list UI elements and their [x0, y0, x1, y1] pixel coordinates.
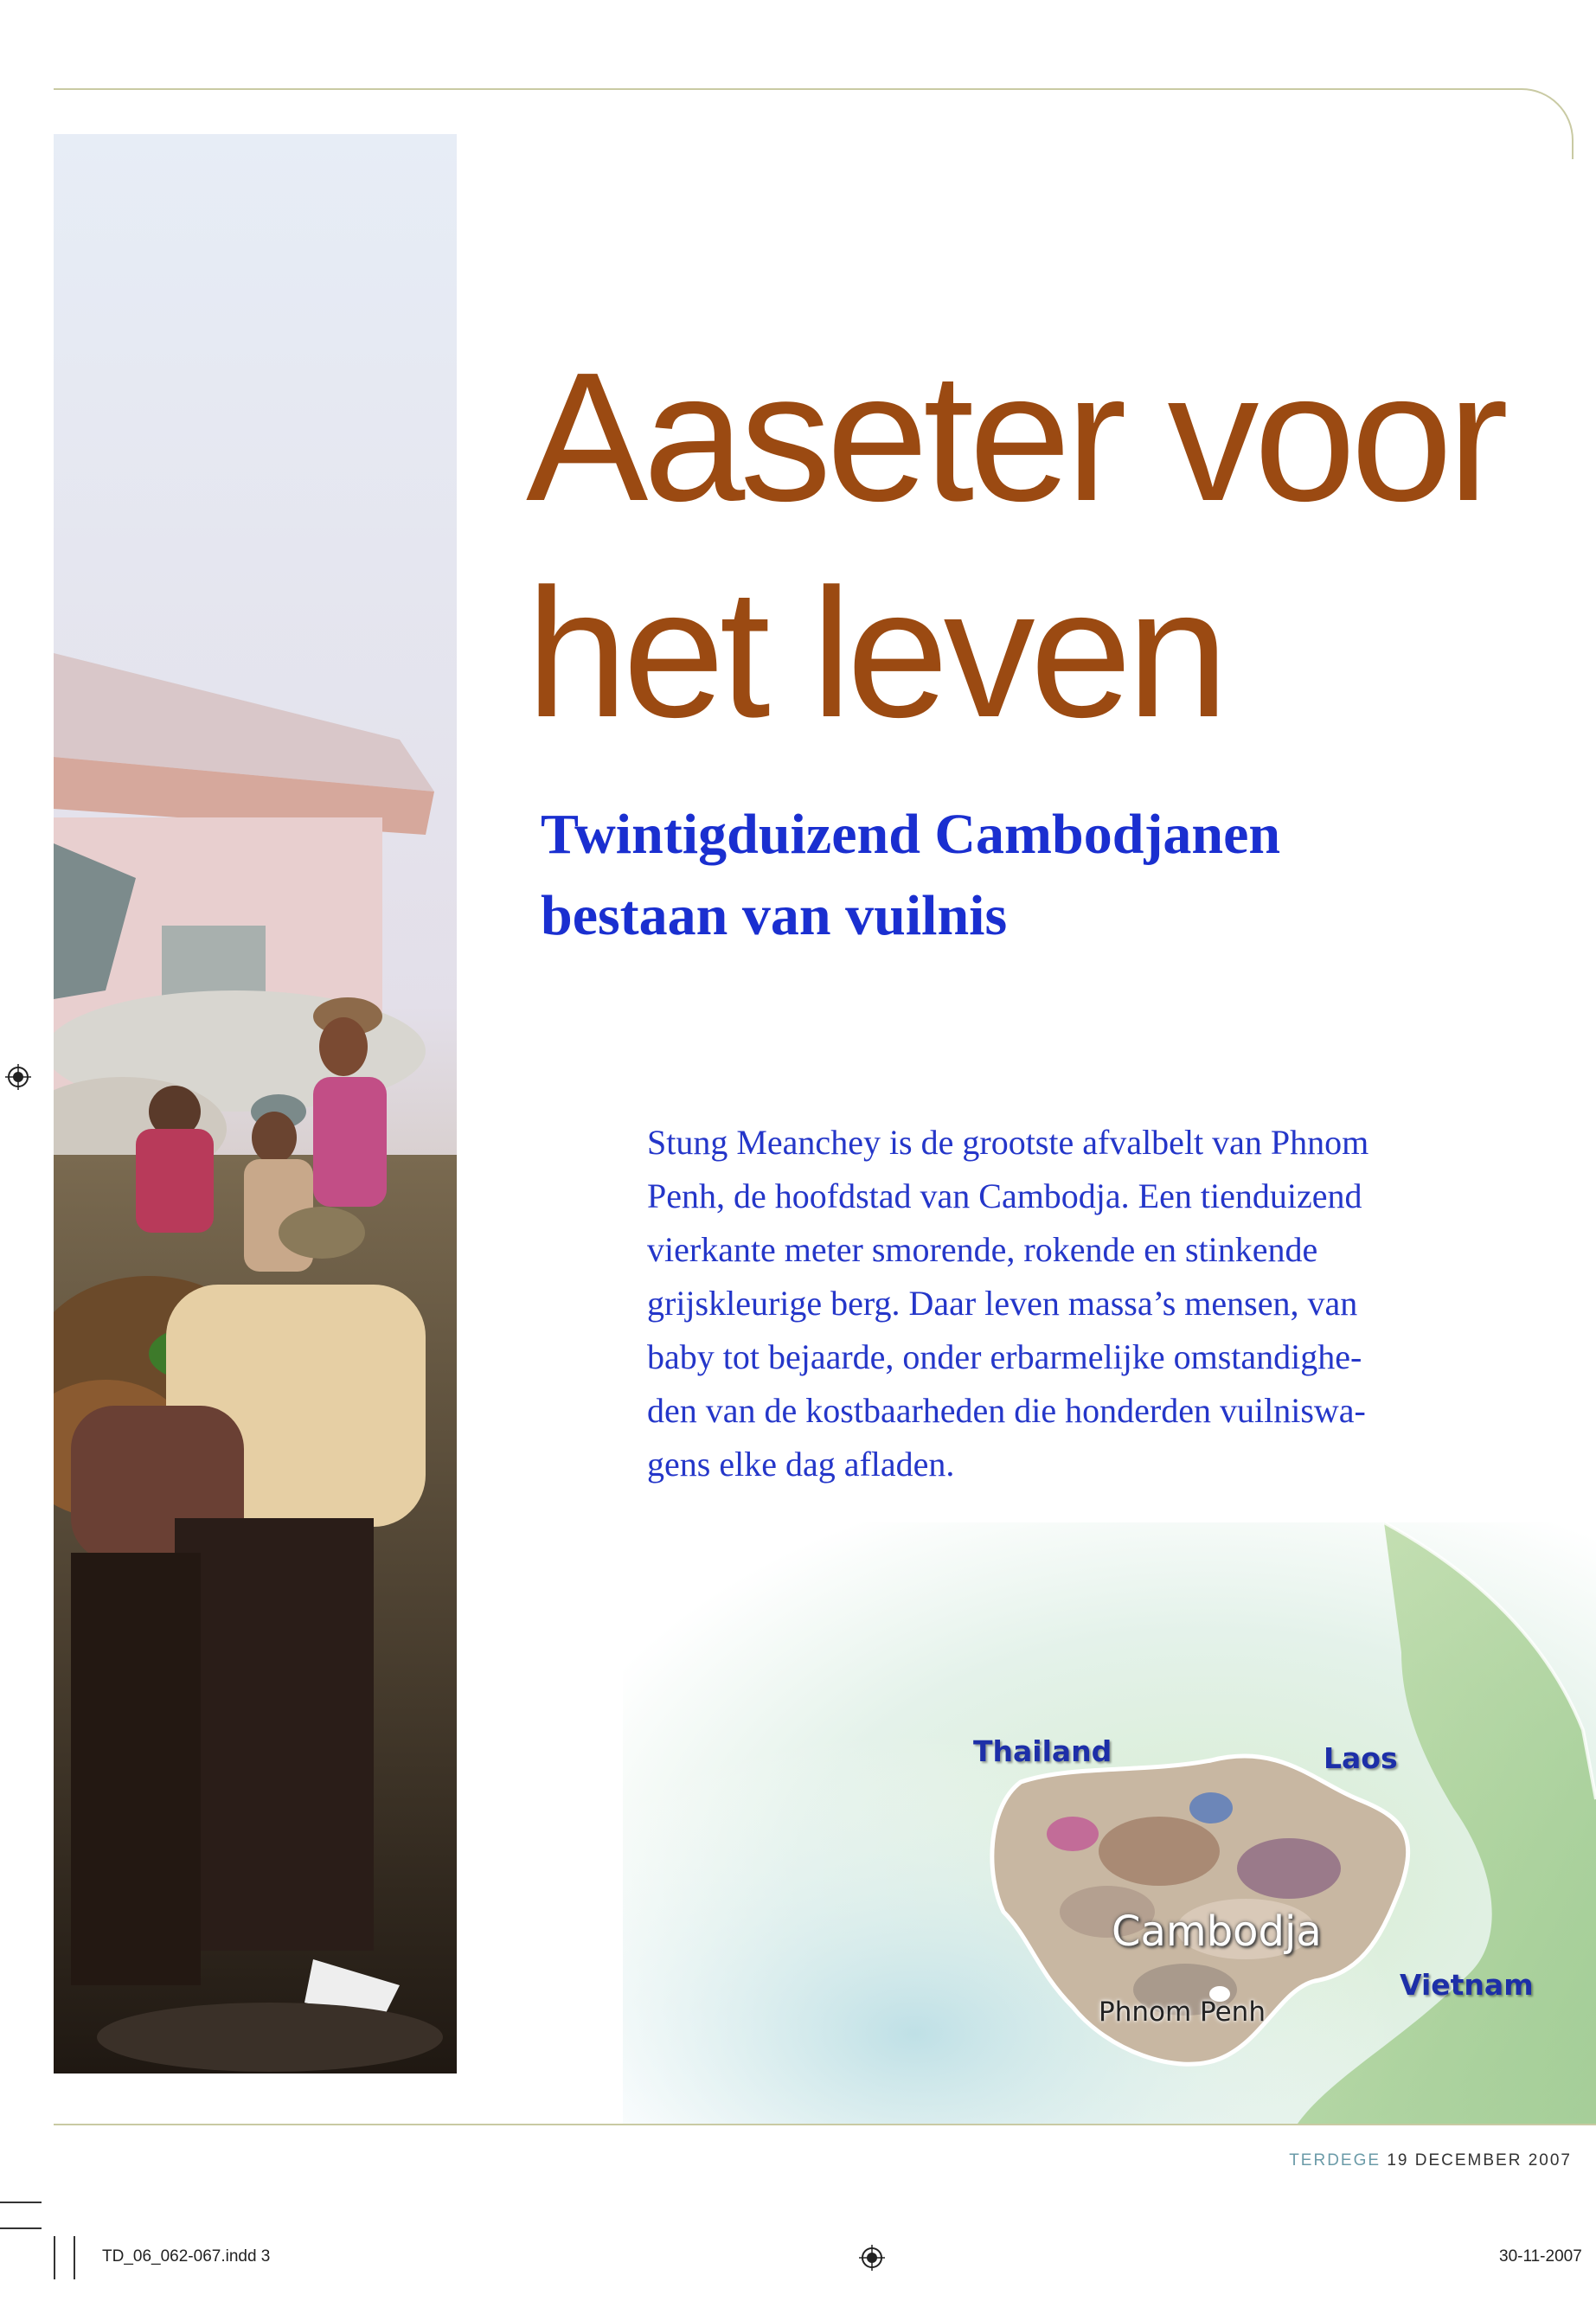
intro-line: Penh, de hoofdstad van Cambodja. Een tienduizend: [647, 1176, 1362, 1215]
footer-brand: TERDEGE: [1289, 2151, 1381, 2170]
map-label-laos: Laos: [1324, 1741, 1398, 1775]
intro-line: gens elke dag afladen.: [647, 1445, 955, 1484]
map-label-phnom-penh: Phnom Penh: [1099, 1997, 1266, 2028]
cambodia-map: [623, 1522, 1596, 2124]
subtitle-line-1: Twintigduizend Cambodjanen: [541, 803, 1281, 866]
page-frame-bottom: [54, 2124, 1596, 2125]
registration-mark-icon: [5, 1064, 31, 1090]
map-label-cambodja: Cambodja: [1112, 1907, 1322, 1956]
subtitle-line-2: bestaan van vuilnis: [541, 884, 1008, 947]
footer-date: 19 DECEMBER 2007: [1387, 2151, 1572, 2170]
registration-mark-icon: [859, 2245, 885, 2271]
intro-line: grijskleurige berg. Daar leven massa’s mensen, van: [647, 1284, 1358, 1323]
crop-mark: [0, 2227, 42, 2229]
title-line-2: het leven: [526, 550, 1224, 755]
intro-line: Stung Meanchey is de grootste afvalbelt van Phnom: [647, 1123, 1369, 1162]
crop-mark: [0, 2202, 42, 2203]
article-subtitle: [541, 794, 1535, 957]
title-line-1: Aaseter voor: [526, 334, 1503, 539]
page-footer: [1289, 2151, 1572, 2170]
map-label-vietnam: Vietnam: [1400, 1968, 1534, 2002]
article-intro: [647, 1116, 1469, 1491]
print-slug-date: 30-11-2007: [1499, 2247, 1582, 2266]
dump-photo: [54, 134, 457, 2073]
print-slug-file: TD_06_062-067.indd 3: [102, 2247, 271, 2266]
crop-mark: [54, 2236, 55, 2279]
intro-line: vierkante meter smorende, rokende en stinkende: [647, 1230, 1318, 1269]
crop-mark: [74, 2236, 75, 2279]
intro-line: baby tot bejaarde, onder erbarmelijke omstandighe-: [647, 1337, 1362, 1376]
intro-line: den van de kostbaarheden die honderden vuilniswa-: [647, 1391, 1366, 1430]
article-title: [526, 329, 1590, 761]
map-label-thailand: Thailand: [973, 1734, 1112, 1768]
